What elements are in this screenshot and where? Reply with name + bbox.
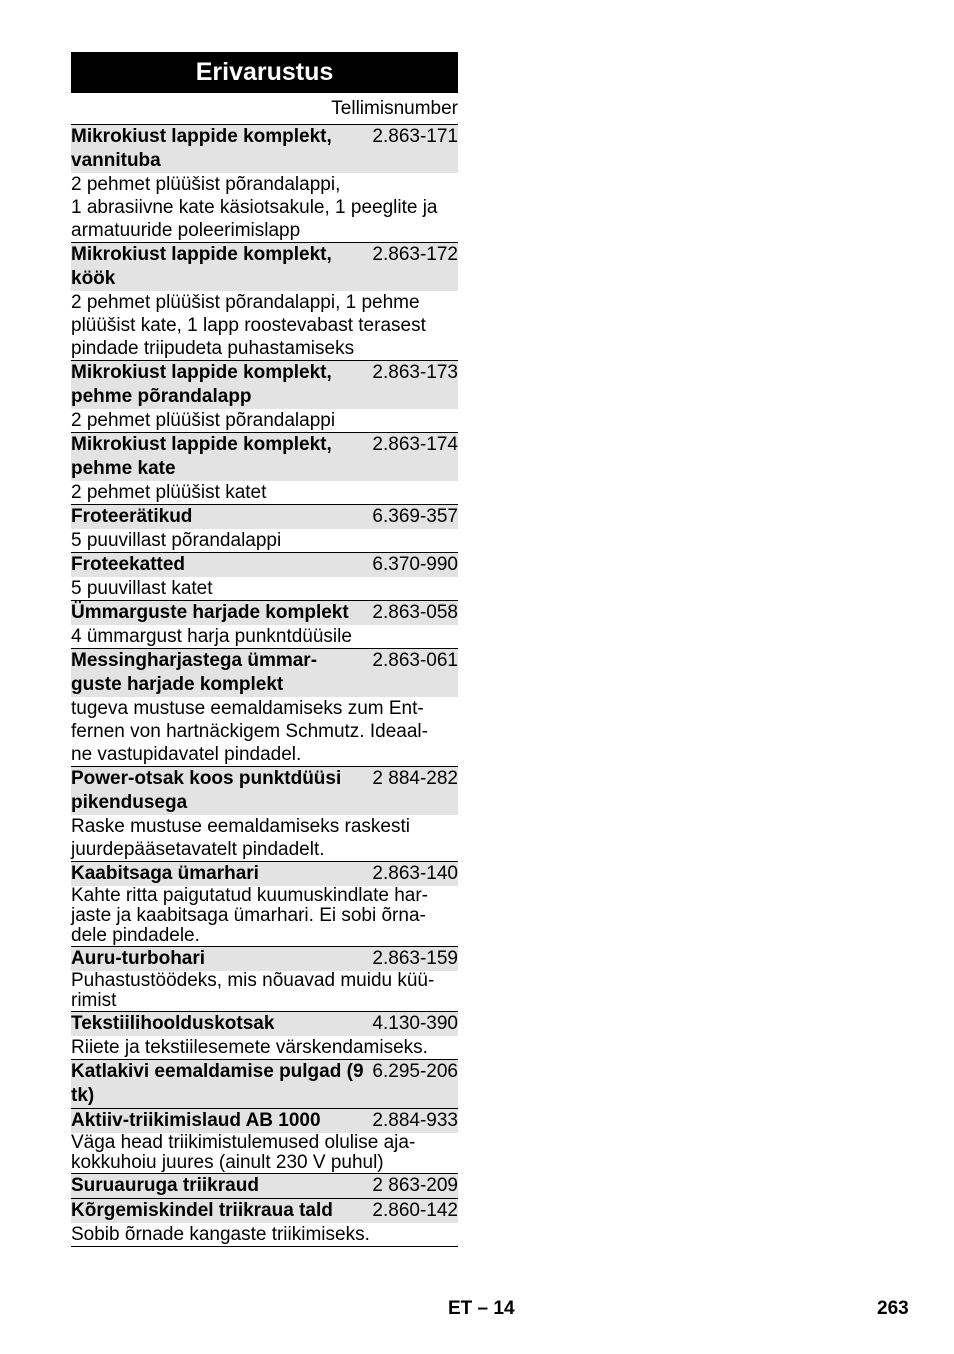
item-order-number: 2 884-282 [372, 768, 458, 789]
item-name: Mikrokiust lappide komplekt, pehme kate [71, 434, 332, 479]
item-description: tugeva mustuse eemaldamiseks zum Ent- fernen von hartnäckigem Schmutz. Ideaal- ne vastupidavatel pindadel. [71, 698, 428, 765]
item-header [71, 124, 458, 173]
item-header [71, 861, 458, 886]
item-header [71, 1059, 458, 1108]
item-name: Mikrokiust lappide komplekt, köök [71, 244, 332, 289]
item-description: Kahte ritta paigutatud kuumuskindlate har- jaste ja kaabitsaga ümarhari. Ei sobi õrna- dele pindadele. [71, 885, 428, 946]
item-description: Riiete ja tekstiilesemete värskendamiseks. [71, 1037, 428, 1058]
item-name: Suruauruga triikraud [71, 1175, 259, 1196]
item-order-number: 2.863-174 [372, 434, 458, 455]
item-name: Auru-turbohari [71, 948, 206, 969]
item-order-number: 2.863-061 [372, 650, 458, 671]
item-name: Katlakivi eemaldamise pulgad (9 tk) [71, 1061, 364, 1106]
item-description: Sobib õrnade kangaste triikimiseks. [71, 1224, 370, 1245]
item-order-number: 2.863-171 [372, 126, 458, 147]
item-order-number: 6.295-206 [372, 1061, 458, 1082]
item-name: Ümmarguste harjade komplekt [71, 602, 349, 623]
item-name: Froteerätikud [71, 506, 193, 527]
item-name: Power-otsak koos punktdüüsi pikendusega [71, 768, 342, 813]
item-description: 5 puuvillast põrandalappi [71, 530, 282, 551]
accessory-list [71, 124, 458, 1246]
item-name: Kõrgemiskindel triikraua tald [71, 1200, 333, 1221]
item-header [71, 600, 458, 625]
item-description: 2 pehmet plüüšist põrandalappi, 1 pehme plüüšist kate, 1 lapp roostevabast terasest pindade triipudeta puhastamiseks [71, 292, 426, 359]
accessories-column [71, 52, 458, 1247]
item-description: Puhastustöödeks, mis nõuavad muidu küü- rimist [71, 970, 435, 1011]
item-name: Mikrokiust lappide komplekt, vannituba [71, 126, 332, 171]
item-description: 2 pehmet plüüšist põrandalappi, 1 abrasiivne kate käsiotsakule, 1 peeglite ja armatuuride poleerimislapp [71, 174, 438, 241]
item-header [71, 1198, 458, 1223]
item-name: Aktiiv-triikimislaud AB 1000 [71, 1110, 321, 1131]
item-header [71, 242, 458, 291]
item-description: 4 ümmargust harja punkntdüüsile [71, 626, 352, 647]
item-order-number: 6.370-990 [372, 554, 458, 575]
item-description: Väga head triikimistulemused olulise aja- kokkuhoiu juures (ainult 230 V puhul) [71, 1132, 416, 1173]
item-order-number: 2.863-159 [372, 948, 458, 969]
item-header [71, 766, 458, 815]
item-description: 2 pehmet plüüšist katet [71, 482, 267, 503]
item-name: Mikrokiust lappide komplekt, pehme põrandalapp [71, 362, 332, 407]
footer-page-number: 263 [877, 1298, 909, 1319]
section-title: Erivarustus [71, 52, 458, 93]
order-number-label: Tellimisnumber [331, 98, 458, 119]
item-order-number: 2.863-058 [372, 602, 458, 623]
item-order-number: 4.130-390 [372, 1013, 458, 1034]
item-name: Froteekatted [71, 554, 186, 575]
item-order-number: 6.369-357 [372, 506, 458, 527]
item-description: 2 pehmet plüüšist põrandalappi [71, 410, 336, 431]
item-name: Tekstiilihoolduskotsak [71, 1013, 275, 1034]
item-header [71, 360, 458, 409]
item-name: Kaabitsaga ümarhari [71, 863, 259, 884]
item-description: 5 puuvillast katet [71, 578, 213, 599]
item-header [71, 1108, 458, 1133]
item-order-number: 2 863-209 [372, 1175, 458, 1196]
item-order-number: 2.863-173 [372, 362, 458, 383]
item-header [71, 1173, 458, 1198]
item-header [71, 946, 458, 971]
item-order-number: 2.884-933 [372, 1110, 458, 1131]
item-description: Raske mustuse eemaldamiseks raskesti juurdepääsetavatelt pindadelt. [71, 816, 410, 860]
item-order-number: 2.863-172 [372, 244, 458, 265]
item-header [71, 504, 458, 529]
item-header [71, 552, 458, 577]
bottom-rule [71, 1246, 458, 1247]
item-name: Messingharjastega ümmar- guste harjade komplekt [71, 650, 318, 695]
item-order-number: 2.863-140 [372, 863, 458, 884]
item-order-number: 2.860-142 [372, 1200, 458, 1221]
footer-section-page: ET – 14 [448, 1298, 515, 1319]
item-header [71, 1011, 458, 1036]
item-header [71, 648, 458, 697]
item-header [71, 432, 458, 481]
